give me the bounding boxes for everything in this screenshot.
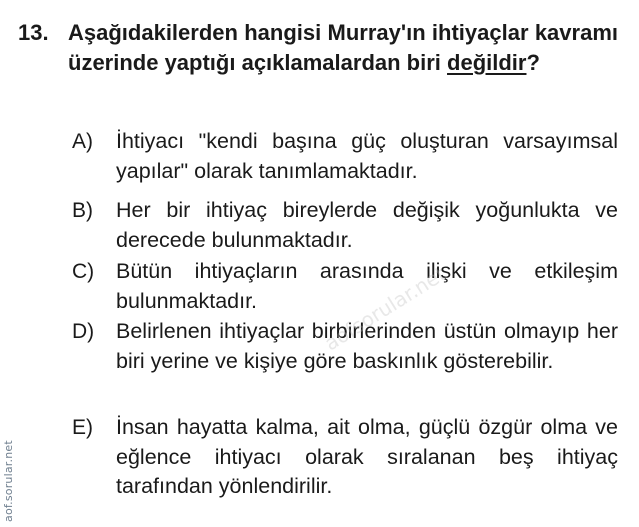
answer-options bbox=[72, 127, 618, 503]
option-d[interactable] bbox=[72, 317, 618, 413]
side-watermark: aof.sorular.net bbox=[2, 440, 15, 522]
question-stem-text: Aşağıdakilerden hangisi Murray'ın ihtiyaçlar kavramı üzerinde yaptığı açıklamalardan biri bbox=[68, 20, 618, 75]
option-e[interactable] bbox=[72, 413, 618, 503]
question-stem-end: ? bbox=[526, 50, 540, 75]
question-number: 13. bbox=[18, 20, 49, 45]
option-b[interactable] bbox=[72, 196, 618, 257]
option-a-letter: A) bbox=[72, 130, 93, 153]
option-e-letter: E) bbox=[72, 416, 93, 439]
option-c-letter: C) bbox=[72, 260, 95, 283]
option-c-text: Bütün ihtiyaçların arasında ilişki ve etkileşim bulunmaktadır. bbox=[116, 259, 618, 313]
question-stem bbox=[68, 18, 618, 78]
option-b-letter: B) bbox=[72, 199, 93, 222]
option-a[interactable] bbox=[72, 127, 618, 196]
option-d-letter: D) bbox=[72, 320, 95, 343]
diagonal-watermark: aofsorular.net bbox=[320, 261, 451, 356]
option-a-text: İhtiyacı "kendi başına güç oluşturan varsayımsal yapılar" olarak tanımlamaktadır. bbox=[116, 129, 618, 183]
question-stem-emphasis: değildir bbox=[447, 50, 527, 75]
option-d-text: Belirlenen ihtiyaçlar birbirlerinden üstün olmayıp her biri yerine ve kişiye göre baskınlık gösterebilir. bbox=[116, 319, 618, 373]
option-e-text: İnsan hayatta kalma, ait olma, güçlü özgür olma ve eğlence ihtiyacı olarak sıralanan beş ihtiyaç tarafından yönlendirilir. bbox=[116, 415, 618, 498]
option-b-text: Her bir ihtiyaç bireylerde değişik yoğunlukta ve derecede bulunmaktadır. bbox=[116, 198, 618, 252]
option-c[interactable] bbox=[72, 257, 618, 317]
